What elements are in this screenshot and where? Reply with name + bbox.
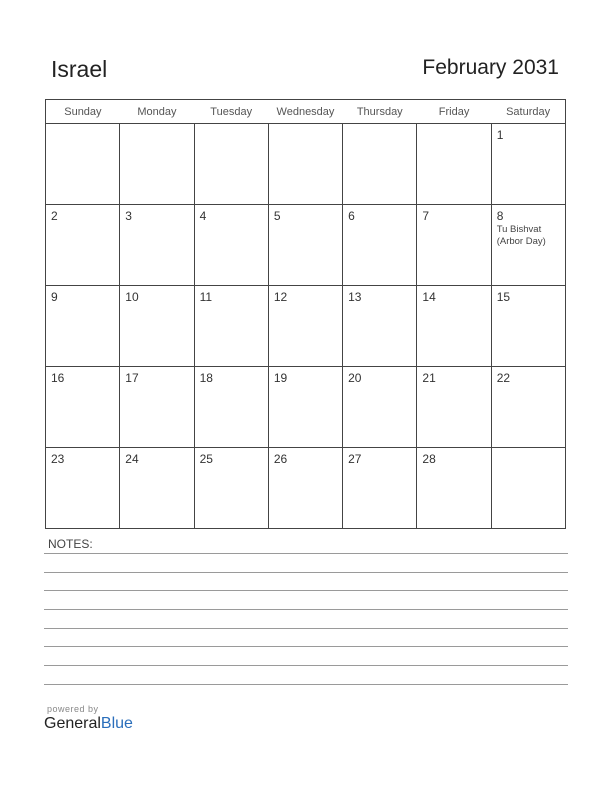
day-number: 17 xyxy=(125,371,139,385)
day-cell xyxy=(194,367,268,448)
day-number: 9 xyxy=(51,290,58,304)
day-cell xyxy=(194,124,268,205)
day-number: 18 xyxy=(199,371,213,385)
day-number: 20 xyxy=(348,371,362,385)
weekday-monday: Monday xyxy=(120,100,194,124)
day-cell xyxy=(417,448,491,529)
day-cell xyxy=(417,205,491,286)
note-line xyxy=(44,646,568,647)
day-cell xyxy=(268,448,342,529)
day-cell xyxy=(194,205,268,286)
day-cell xyxy=(343,205,417,286)
week-row xyxy=(46,286,566,367)
day-cell xyxy=(120,205,194,286)
day-number: 22 xyxy=(496,371,511,385)
day-cell xyxy=(194,448,268,529)
day-number: 11 xyxy=(199,290,213,304)
day-number: 28 xyxy=(422,452,436,466)
day-cell xyxy=(194,286,268,367)
day-number: 10 xyxy=(125,290,139,304)
day-cell xyxy=(46,286,120,367)
day-number: 4 xyxy=(199,209,207,223)
day-cell xyxy=(491,448,565,529)
day-cell xyxy=(491,124,565,205)
note-line xyxy=(44,553,568,554)
day-cell xyxy=(417,124,491,205)
day-number: 21 xyxy=(422,371,436,385)
note-line xyxy=(44,572,568,573)
day-cell xyxy=(343,367,417,448)
day-cell xyxy=(417,367,491,448)
calendar-grid xyxy=(45,99,566,529)
note-line xyxy=(44,665,568,666)
notes-label: NOTES: xyxy=(48,537,93,551)
day-cell xyxy=(343,448,417,529)
day-number: 3 xyxy=(125,209,132,223)
weekday-header-row xyxy=(46,100,566,124)
week-row xyxy=(46,367,566,448)
brand-logo xyxy=(44,715,133,733)
day-cell xyxy=(120,367,194,448)
note-line xyxy=(44,590,568,591)
country-title: Israel xyxy=(51,56,108,82)
day-number: 1 xyxy=(496,128,504,142)
day-number: 25 xyxy=(199,452,213,466)
day-cell xyxy=(120,448,194,529)
day-number: 19 xyxy=(273,371,288,385)
day-cell xyxy=(120,124,194,205)
day-cell xyxy=(120,286,194,367)
week-row xyxy=(46,124,566,205)
weekday-wednesday: Wednesday xyxy=(268,100,342,124)
day-cell xyxy=(343,124,417,205)
day-number: 14 xyxy=(422,290,436,304)
day-number: 16 xyxy=(51,371,65,385)
day-number: 2 xyxy=(51,209,58,223)
note-line xyxy=(44,628,568,629)
brand-blue: Blue xyxy=(100,715,133,732)
day-number: 24 xyxy=(125,452,139,466)
weekday-thursday: Thursday xyxy=(343,100,417,124)
holiday-label: Tu Bishvat (Arbor Day) xyxy=(496,224,546,247)
day-cell xyxy=(491,367,565,448)
brand-general: General xyxy=(44,715,101,732)
day-number: 5 xyxy=(273,209,281,223)
day-number: 23 xyxy=(51,452,65,466)
day-number: 13 xyxy=(348,290,362,304)
day-cell xyxy=(491,286,565,367)
powered-by-text: powered by xyxy=(47,704,99,714)
day-number: 12 xyxy=(273,290,288,304)
weekday-friday: Friday xyxy=(417,100,491,124)
day-cell xyxy=(417,286,491,367)
day-number: 6 xyxy=(348,209,355,223)
month-title: February 2031 xyxy=(422,56,559,79)
week-row xyxy=(46,205,566,286)
week-row xyxy=(46,448,566,529)
weekday-tuesday: Tuesday xyxy=(194,100,268,124)
day-cell xyxy=(268,367,342,448)
day-cell xyxy=(46,448,120,529)
day-cell xyxy=(46,205,120,286)
day-number: 27 xyxy=(348,452,362,466)
day-cell xyxy=(46,367,120,448)
note-line xyxy=(44,609,568,610)
weekday-sunday: Sunday xyxy=(46,100,120,124)
day-number: 7 xyxy=(422,209,430,223)
day-cell xyxy=(268,124,342,205)
footer xyxy=(44,704,133,733)
day-cell xyxy=(268,286,342,367)
weekday-saturday: Saturday xyxy=(491,100,565,124)
day-number: 15 xyxy=(496,290,511,304)
note-line xyxy=(44,684,568,685)
day-cell xyxy=(268,205,342,286)
day-number: 26 xyxy=(273,452,288,466)
day-cell xyxy=(343,286,417,367)
day-number: 8 xyxy=(496,209,504,223)
day-cell xyxy=(46,124,120,205)
day-cell xyxy=(491,205,565,286)
